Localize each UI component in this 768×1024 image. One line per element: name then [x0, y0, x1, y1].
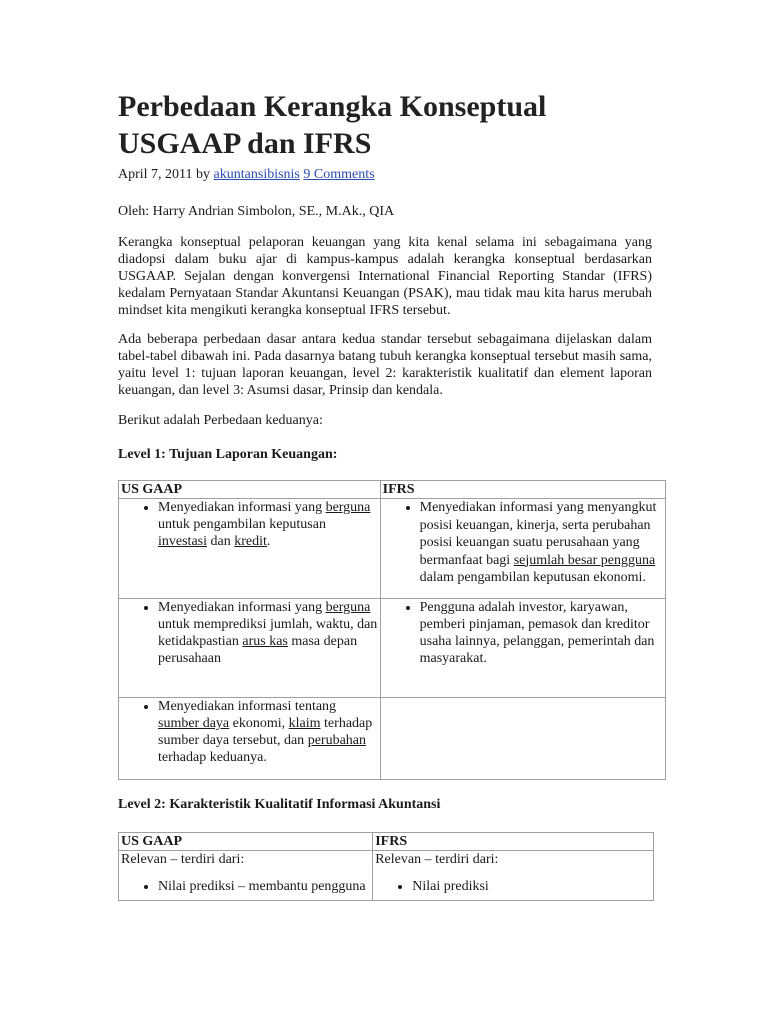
level2-ifrs-intro: Relevan – terdiri dari:	[375, 852, 499, 867]
list-item: • Pengguna adalah investor, karyawan, pemberi pinjaman, pemasok dan kreditor usaha lainnya, pelanggan, pemerintah dan masyarakat.	[420, 599, 663, 667]
level1-table	[118, 480, 666, 780]
page-title: Perbedaan Kerangka Konseptual USGAAP dan IFRS	[118, 90, 547, 160]
list-item: • Menyediakan informasi tentang sumber daya ekonomi, klaim terhadap sumber daya tersebut, dan perubahan terhadap keduanya.	[158, 698, 378, 766]
level1-r1-ifrs	[380, 499, 665, 599]
level1-col-ifrs: IFRS	[380, 481, 665, 499]
level1-r3-usgaap	[119, 698, 381, 780]
list-item: • Menyediakan informasi yang berguna untuk pengambilan keputusan investasi dan kredit.	[158, 499, 378, 550]
level1-heading: Level 1: Tujuan Laporan Keuangan:	[118, 447, 338, 462]
byline: Oleh: Harry Andrian Simbolon, SE., M.Ak., QIA	[118, 204, 395, 219]
list-item: • Nilai prediksi – membantu pengguna	[158, 878, 370, 895]
post-date: April 7, 2011 by	[118, 167, 214, 182]
level1-r3-ifrs-empty	[380, 698, 665, 780]
level2-usgaap-intro: Relevan – terdiri dari:	[121, 852, 245, 867]
comments-link[interactable]: 9 Comments	[303, 167, 375, 182]
level2-col-ifrs: IFRS	[373, 833, 654, 851]
level2-r1-ifrs	[373, 851, 654, 901]
level1-col-usgaap: US GAAP	[119, 481, 381, 499]
level2-r1-usgaap	[119, 851, 373, 901]
level2-col-usgaap: US GAAP	[119, 833, 373, 851]
post-meta	[118, 166, 375, 184]
lead-in-paragraph: Berikut adalah Perbedaan keduanya:	[118, 413, 323, 428]
explanation-paragraph: Ada beberapa perbedaan dasar antara kedua standar tersebut sebagaimana dijelaskan dalam tabel-tabel dibawah ini. Pada dasarnya batang tubuh kerangka konseptual tersebut masih sama, yaitu level 1: tujuan laporan keuangan, level 2: karakteristik kualitatif dan element laporan keuangan, dan level 3: Asumsi dasar, Prinsip dan kendala.	[118, 332, 652, 398]
list-item: • Menyediakan informasi yang menyangkut posisi keuangan, kinerja, serta perubahan posisi keuangan suatu perusahaan yang bermanfaat bagi sejumlah besar pengguna dalam pengambilan keputusan ekonomi.	[420, 499, 663, 587]
level1-r2-ifrs	[380, 599, 665, 698]
level2-table	[118, 832, 654, 901]
author-link[interactable]: akuntansibisnis	[213, 167, 300, 182]
list-item: • Menyediakan informasi yang berguna untuk memprediksi jumlah, waktu, dan ketidakpastian arus kas masa depan perusahaan	[158, 599, 378, 667]
intro-paragraph: Kerangka konseptual pelaporan keuangan yang kita kenal selama ini sebagaimana yang diadopsi dalam buku ajar di kampus-kampus adalah kerangka konseptual berdasarkan USGAAP. Sejalan dengan konvergensi International Financial Reporting Standar (IFRS) kedalam Pernyataan Standar Akuntansi Keuangan (PSAK), mau tidak mau kita harus merubah mindset kita mengikuti kerangka konseptual IFRS tersebut.	[118, 235, 652, 318]
level1-r1-usgaap	[119, 499, 381, 599]
level1-r2-usgaap	[119, 599, 381, 698]
list-item: • Nilai prediksi	[412, 878, 651, 895]
level2-heading: Level 2: Karakteristik Kualitatif Informasi Akuntansi	[118, 797, 441, 812]
